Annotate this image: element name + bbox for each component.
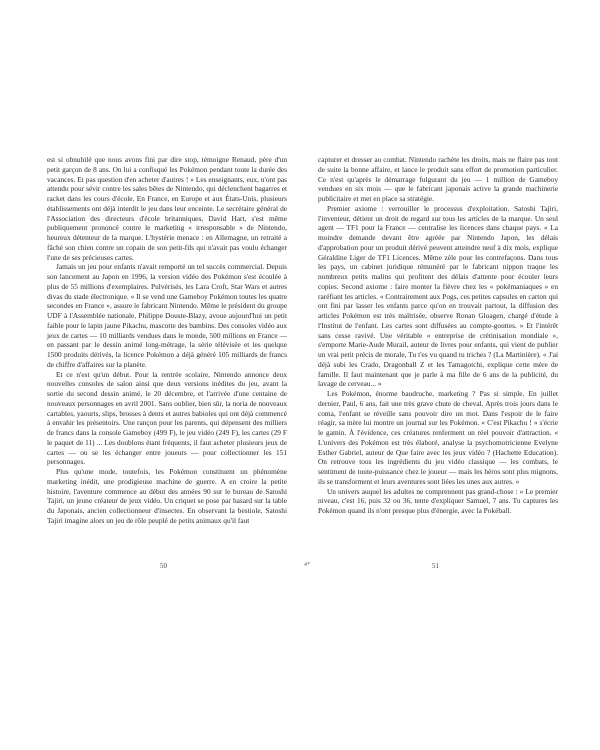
paragraph: Premier axiome : verrouiller le processus d'exploitation. Satoshi Tajiri, l'inventeur, détient un droit de regard sur tous les articles de la marque. Un seul agent — TF1 pour la France — centralise les licences dans chaque pays. « La moindre demande devant être agréée par Nintendo Japon, les délais d'approbation pour un produit dérivé peuvent atteindre neuf à dix mois, explique Géraldine Liger de TF1 Licences. Même zèle pour les contrefaçons. Dans tous les pays, un cabinet juridique rémunéré par le fabricant nippon traque les nombreux petits malins qui profitent des délais d'attente pour écouler leurs copies. Second axiome : faire monter la fièvre chez les « pokémaniaques » en raréfiant les articles. « Contrairement aux Pogs, ces petites capsules en carton qui ont fini par lasser les enfants parce qu'on en trouvait partout, la diffusion des articles Pokémon est très maîtrisée, observe Ronan Gloagen, chargé d'étude à l'Institut de l'enfant. Les cartes sont diffusées au compte-gouttes. » Et l'intérêt sans cesse ravivé. Une véritable « entreprise de crétinisation mondiale », s'emporte Marie-Aude Murail, auteur de livres pour enfants, qui vient de publier un vrai petit précis de morale, Tu t'es vu quand tu triches ? (La Martinière). « J'ai déjà subi les Crado, Dragonball Z et les Tamagotchi, explique cette mère de famille. Il faut maintenant que je parle à ma fille de 6 ans de la publicité, du lavage de cerveau... » <box>318 203 558 389</box>
paragraph: Jamais un jeu pour enfants n'avait remporté un tel succès commercial. Depuis son lancement au Japon en 1996, la version vidéo des Pokémon s'est écoulée à plus de 55 millions d'exemplaires. Pulvérisés, les Lara Croft, Star Wars et autres divas du stade électronique. « Il se vend une Gameboy Pokémon toutes les quatre secondes en France », assure le fabricant Nintendo. Même le président du groupe UDF à l'Assemblée nationale, Philippe Douste-Blazy, avoue aujourd'hui un petit faible pour le lapin jaune Pikachu, mascotte des bambins. Des consoles vidéo aux jeux de cartes — 10 milliards vendues dans le monde, 500 millions en France — en passant par le dessin animé long-métrage, la série télévisée et les quelque 1500 produits dérivés, la licence Pokémon a déjà généré 105 milliards de francs de chiffre d'affaires sur la planète. <box>47 262 287 369</box>
page-number-left: 50 <box>160 562 167 570</box>
paragraph: est si obnubilé que nous avons fini par dire stop, témoigne Renaud, père d'un petit garçon de 8 ans. On lui a confisqué les Pokémon pendant toute la durée des vacances. Et pas question d'en acheter d'autres ! » Les enseignants, eux, n'ont pas attendu pour sévir contre les sales bêtes de Nintendo, qui déclenchent bagarres et racket dans les cours d'école. En France, en Europe et aux États-Unis, plusieurs établissements ont déjà interdit le jeu dans leur enceinte. Le secrétaire général de l'Association des directeurs d'école britanniques, David Hart, s'est même publiquement prononcé contre le marketing « irresponsable » de Nintendo, heureux détenteur de la marque. L'hystérie menace : en Allemagne, un retraité a fâché son chien contre un copain de son petit-fils qui n'avait pas voulu échanger l'une de ses précieuses cartes. <box>47 155 287 262</box>
margin-mark: 4* <box>304 562 310 568</box>
paragraph: Un univers auquel les adultes ne comprennent pas grand-chose : « Le premier niveau, c'est 16, puis 32 ou 36, tente d'expliquer Samuel, 7 ans. Tu captures les Pokémon quand ils n'ont presque plus d'énergie, avec la Pokéball. <box>318 486 558 515</box>
right-page-text <box>318 155 558 516</box>
paragraph: Les Pokémon, énorme baudruche, marketing ? Pas si simple. En juillet dernier, Paul, 6 ans, fait une très grave chute de cheval. Après trois jours dans le coma, l'enfant se réveille sans pouvoir dire un mot. Dans l'espoir de le faire réagir, sa mère lui montre un journal sur les Pokémon. « C'est Pikachu ! » s'écrie le gamin. À l'évidence, ces créatures renferment un réel pouvoir d'attraction. « L'univers des Pokémon est très élaboré, analyse la psychomotricienne Evelyne Esther Gabriel, auteur de Que faire avec les jeux vidéo ? (Hachette Education). On retrouve tous les ingrédients du jeu vidéo classique — les combats, le sentiment de toute-puissance chez le joueur — mais les héros sont plus mignons, ils se transforment et leurs aventures sont liées les unes aux autres. » <box>318 389 558 486</box>
page-number-right: 51 <box>432 562 439 570</box>
paragraph: Plus qu'une mode, toutefois, les Pokémon constituent un phénomène marketing inédit, une prodigieuse machine de guerre. A en croire la petite histoire, l'aventure commence au début des années 90 sur le bureau de Satoshi Tajiri, un jeune créateur de jeux vidéo. Un criquet se pose par hasard sur la table du Japonais, ancien collectionneur d'insectes. En observant la bestiole, Satoshi Tajiri imagine alors un jeu de rôle peuplé de petits animaux qu'il faut <box>47 467 287 525</box>
paragraph: capturer et dresser au combat. Nintendo rachète les droits, mais ne flaire pas tout de suite la bonne affaire, et lance le produit sans effort de promotion particulier. Ce n'est qu'après le démarrage fulgurant du jeu — 1 million de Gameboy vendues en six mois — que le fabricant japonais active la grande machinerie publicitaire et met en place sa stratégie. <box>318 155 558 203</box>
left-page <box>47 155 287 526</box>
right-page <box>318 155 558 516</box>
left-page-text <box>47 155 287 526</box>
paragraph: Et ce n'est qu'un début. Pour la rentrée scolaire, Nintendo annonce deux nouvelles consoles de salon ainsi que deux versions inédites du jeu, avant la sortie du second dessin animé, le 20 décembre, et l'arrivée d'une centaine de nouveaux personnages en avril 2001. Sans oublier, bien sûr, la noria de nouveaux cartables, yaourts, slips, brosses à dents et autres babioles qui ont déjà commencé à envahir les présentoirs. Une rançon pour les parents, qui dépensent des milliers de francs dans la console Gameboy (499 F), le jeu vidéo (249 F), les cartes (29 F le paquet de 11) ... Les doublons étant fréquents, il faut acheter plusieurs jeux de cartes — ou se les échanger entre joueurs — pour collectionner les 151 personnages. <box>47 369 287 467</box>
